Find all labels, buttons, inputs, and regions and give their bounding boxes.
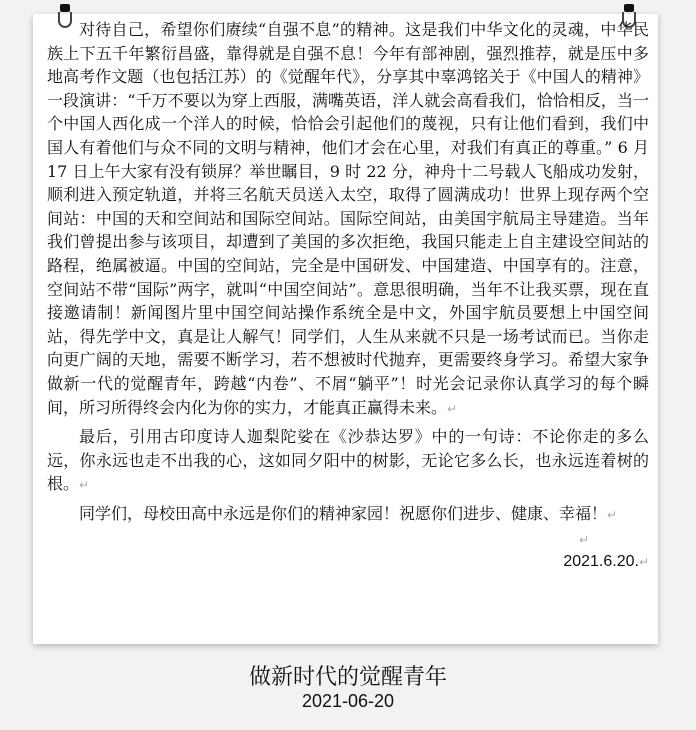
document-body xyxy=(47,18,649,575)
paragraph-mark-icon: ↵ xyxy=(578,533,589,548)
paragraph-mark-icon: ↵ xyxy=(638,555,649,570)
paragraph xyxy=(47,18,649,421)
paragraph xyxy=(47,425,649,498)
signature-date-text: 2021.6.20. xyxy=(563,553,639,571)
caption-date: 2021-06-20 xyxy=(301,691,395,711)
paragraph-mark-icon: ↵ xyxy=(607,507,618,522)
paragraph-text: 对待自己，希望你们赓续“自强不息”的精神。这是我们中华文化的灵魂，中华民族上下五千年繁衍昌盛，靠得就是自强不息！今年有部神剧，强烈推荐，就是压中多地高考作文题（也包括江苏）的《觉醒年代》，分享其中辜鸿铭关于《中国人的精神》一段演讲：“千万不要以为穿上西服，满嘴英语，洋人就会高看我们，恰恰相反，当一个中国人西化成一个洋人的时候，恰恰会引起他们的蔑视，只有让他们看到，我们中国人有着他们与众不同的文明与精神，他们才会在心里，对我们有真正的尊重。” 6 月 17 日上午大家有没有锁屏？举世瞩目，9 时 22 分，神舟十二号载人飞船成功发射，顺利进入预定轨道，并将三名航天员送入太空，取得了圆满成功！世界上现存两个空间站：中国的天和空间站和国际空间站。国际空间站，由美国宇航局主导建造。当年我们曾提出参与该项目，却遭到了美国的多次拒绝，我国只能走上自主建设空间站的路程，绝属被逼。中国的空间站，完全是中国研发、中国建造、中国享有的。注意，空间站不带“国际”两字，就叫“中国空间站”。意思很明确，当年不让我买票，现在直接邀请制！新闻图片里中国空间站操作系统全是中文，外国宇航员要想上中国空间站，得先学中文，真是让人解气！同学们，人生从来就不只是一场考试而已。当你走向更广阔的天地，需要不断学习，若不想被时代抛弃，更需要终身学习。希望大家争做新一代的觉醒青年，跨越“内卷”、不屑“躺平”！时光会记录你认真学习的每个瞬间，所习所得终会内化为你的实力，才能真正赢得未来。 xyxy=(47,20,649,417)
paragraph-mark-icon: ↵ xyxy=(447,401,458,416)
signature-date xyxy=(47,550,649,575)
paragraph xyxy=(47,502,649,528)
empty-line xyxy=(47,527,649,550)
caption-title: 做新时代的觉醒青年 xyxy=(248,665,447,690)
paragraph-text: 同学们，母校田高中永远是你们的精神家园！祝愿你们进步、健康、幸福！ xyxy=(79,503,608,523)
paragraph-mark-icon: ↵ xyxy=(79,478,90,493)
paragraph-text: 最后，引用古印度诗人迦梨陀娑在《沙恭达罗》中的一句诗：不论你走的多么远，你永远也走不出我的心，这如同夕阳中的树影，无论它多么长，也永远连着树的根。 xyxy=(47,427,649,494)
